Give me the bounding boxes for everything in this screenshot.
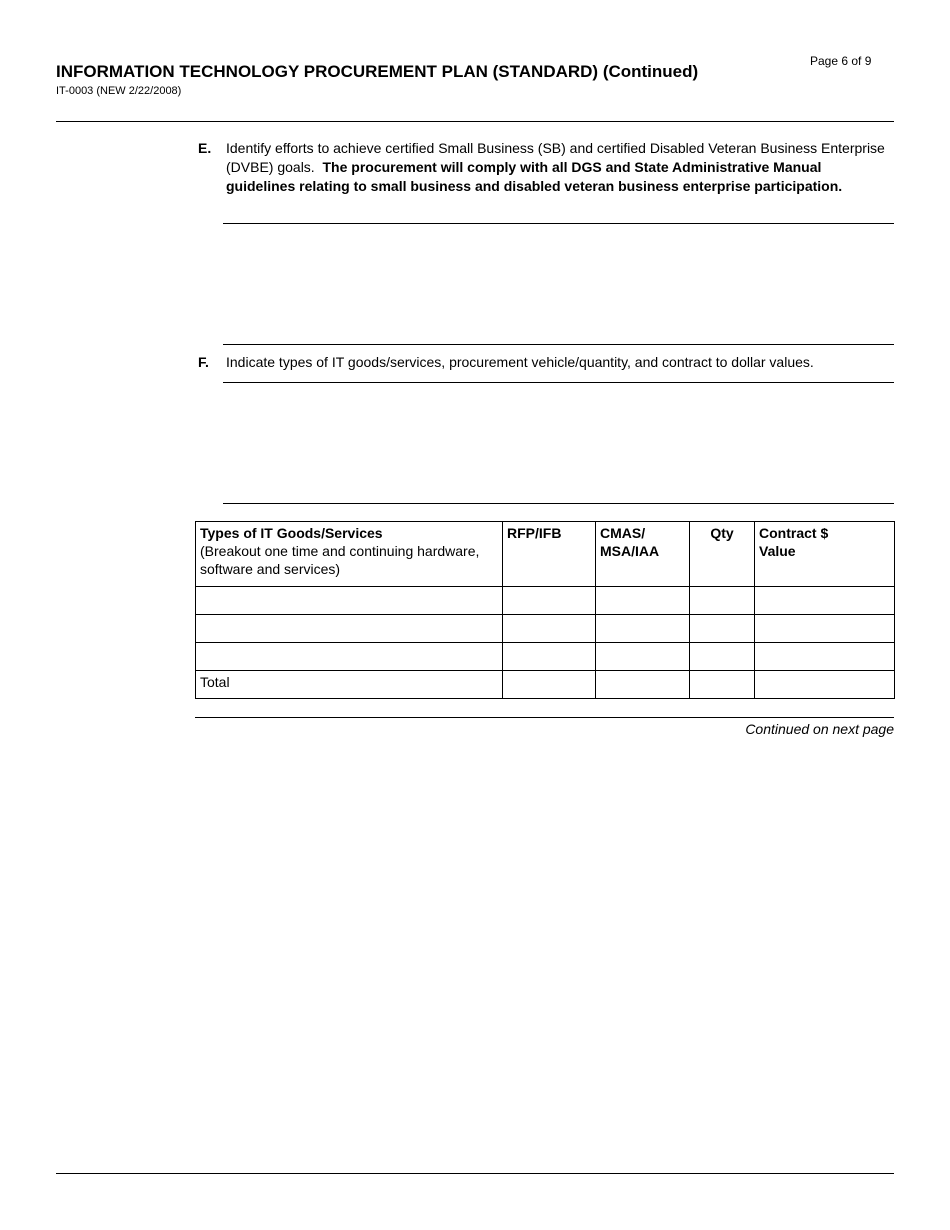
section-e-compliance-text: The procurement will comply with all DGS and State Administrative Manual guidelines relating to small business and disabled veteran business enterprise participation.: [226, 159, 843, 194]
section-e-instructions: [226, 139, 894, 196]
it-goods-services-table: [195, 521, 895, 699]
col-header-contract-line1: Contract $: [759, 525, 829, 541]
col-header-contract-line2: Value: [759, 543, 796, 559]
col-header-cmas: [596, 522, 690, 587]
cell-type[interactable]: [196, 643, 503, 671]
header-divider: [56, 121, 894, 122]
table-header-row: [196, 522, 895, 587]
cell-cmas[interactable]: [596, 587, 690, 615]
table-total-row: [196, 671, 895, 699]
col-header-cmas-line1: CMAS/: [600, 525, 646, 541]
col-header-contract-value: [755, 522, 895, 587]
section-f-letter: F.: [198, 354, 209, 370]
form-number: IT-0003 (NEW 2/22/2008): [56, 85, 182, 97]
cell-contract-value[interactable]: [755, 587, 895, 615]
cell-total-cmas[interactable]: [596, 671, 690, 699]
page-title: INFORMATION TECHNOLOGY PROCUREMENT PLAN (STANDARD) (Continued): [56, 62, 699, 81]
section-e-letter: E.: [198, 140, 212, 156]
table-row: [196, 643, 895, 671]
footer-divider: [56, 1173, 894, 1174]
cell-type[interactable]: [196, 587, 503, 615]
page-number: Page 6 of 9: [810, 54, 872, 68]
continued-rule: [195, 717, 894, 718]
cell-total-rfp-ifb[interactable]: [503, 671, 596, 699]
col-header-rfp-ifb: RFP/IFB: [503, 522, 596, 587]
section-e-bottom-rule: [223, 344, 894, 345]
continued-notice: Continued on next page: [745, 721, 894, 737]
cell-rfp-ifb[interactable]: [503, 587, 596, 615]
cell-qty[interactable]: [690, 615, 755, 643]
col-header-cmas-line2: MSA/IAA: [600, 543, 660, 559]
table-row: [196, 587, 895, 615]
cell-cmas[interactable]: [596, 615, 690, 643]
section-f-response-area[interactable]: [223, 383, 894, 502]
cell-qty[interactable]: [690, 587, 755, 615]
cell-total-label: Total: [196, 671, 503, 699]
cell-rfp-ifb[interactable]: [503, 615, 596, 643]
cell-contract-value[interactable]: [755, 615, 895, 643]
col-header-types-subtitle: (Breakout one time and continuing hardware, software and services): [200, 543, 480, 577]
cell-qty[interactable]: [690, 643, 755, 671]
section-f-instructions: Indicate types of IT goods/services, procurement vehicle/quantity, and contract to dollar values.: [226, 354, 814, 370]
section-e-response-area[interactable]: [223, 224, 894, 343]
section-e-text: Identify efforts to achieve certified Small Business (SB) and certified Disabled Veteran Business Enterprise (DVBE) goals.: [226, 140, 885, 175]
cell-type[interactable]: [196, 615, 503, 643]
col-header-qty: Qty: [690, 522, 755, 587]
table-row: [196, 615, 895, 643]
col-header-types: [196, 522, 503, 587]
cell-cmas[interactable]: [596, 643, 690, 671]
cell-rfp-ifb[interactable]: [503, 643, 596, 671]
col-header-types-title: Types of IT Goods/Services: [200, 525, 383, 541]
cell-total-qty[interactable]: [690, 671, 755, 699]
cell-contract-value[interactable]: [755, 643, 895, 671]
section-f-bottom-rule: [223, 503, 894, 504]
cell-total-contract-value[interactable]: [755, 671, 895, 699]
